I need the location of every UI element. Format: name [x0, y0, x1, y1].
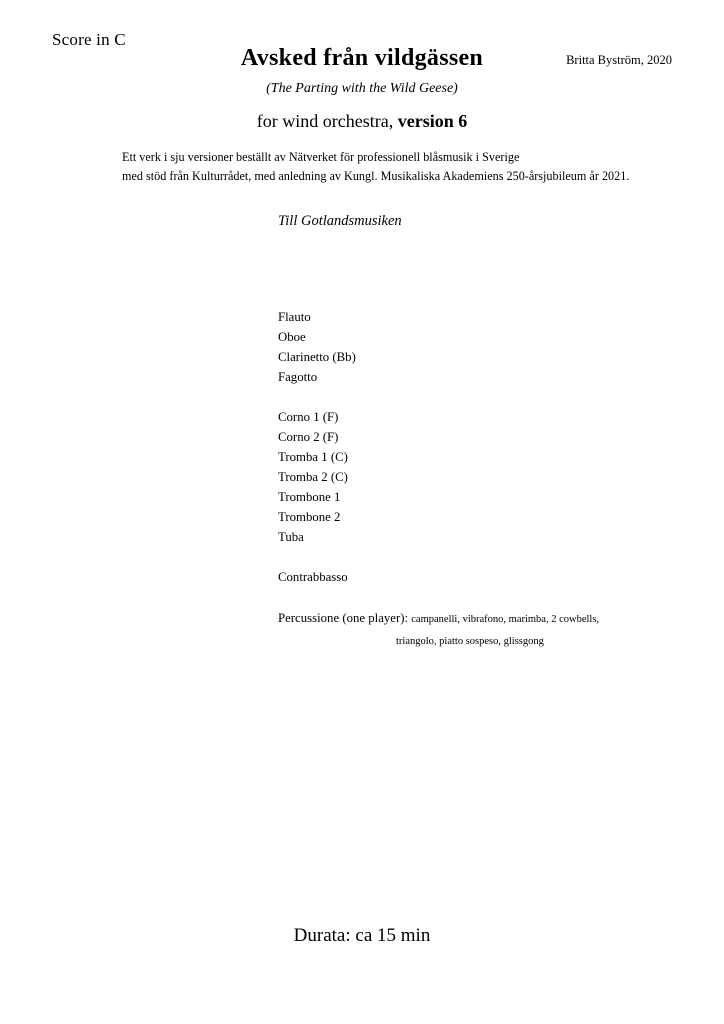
composer-credit: Britta Byström, 2020	[566, 53, 672, 67]
commission-line-2: med stöd från Kulturrådet, med anledning av Kungl. Musikaliska Akademiens 250-årsjubileum år 2021.	[122, 168, 630, 183]
instrumentation-line	[0, 111, 724, 132]
list-group-separator	[278, 547, 356, 567]
score-in-label: Score in C	[52, 30, 126, 49]
list-item: Oboe	[278, 330, 306, 344]
list-item: Fagotto	[278, 370, 318, 384]
percussion-detail-line-2: triangolo, piatto sospeso, glissgong	[396, 635, 544, 647]
list-item: Clarinetto (Bb)	[278, 350, 356, 364]
list-item: Corno 2 (F)	[278, 430, 339, 444]
list-item: Trombone 1	[278, 490, 341, 504]
instrumentation-prefix: for wind orchestra,	[256, 110, 398, 131]
list-group-separator	[278, 387, 356, 407]
page-title: Avsked från vildgässen	[240, 45, 484, 71]
list-item: Tromba 1 (C)	[278, 450, 348, 464]
percussion-label-row	[278, 611, 678, 627]
list-item: Tuba	[278, 530, 304, 544]
commission-note	[122, 148, 642, 186]
list-item: Flauto	[278, 310, 311, 324]
percussion-detail-line-1: campanelli, vibrafono, marimba, 2 cowbells,	[411, 614, 600, 625]
dedication: Till Gotlandsmusiken	[278, 213, 402, 229]
list-item: Corno 1 (F)	[278, 410, 339, 424]
durata-label: Durata: ca 15 min	[293, 925, 431, 946]
list-item: Contrabbasso	[278, 570, 348, 584]
percussion-label: Percussione (one player):	[278, 611, 409, 625]
version-label: version 6	[397, 110, 468, 131]
list-item: Trombone 2	[278, 510, 341, 524]
subtitle-english: (The Parting with the Wild Geese)	[266, 80, 458, 96]
percussion-block	[278, 611, 678, 647]
commission-line-1: Ett verk i sju versioner beställt av Nätverket för professionell blåsmusik i Sverige	[122, 150, 520, 164]
instrument-list	[278, 307, 356, 587]
list-item: Tromba 2 (C)	[278, 470, 348, 484]
title-block	[0, 44, 724, 132]
